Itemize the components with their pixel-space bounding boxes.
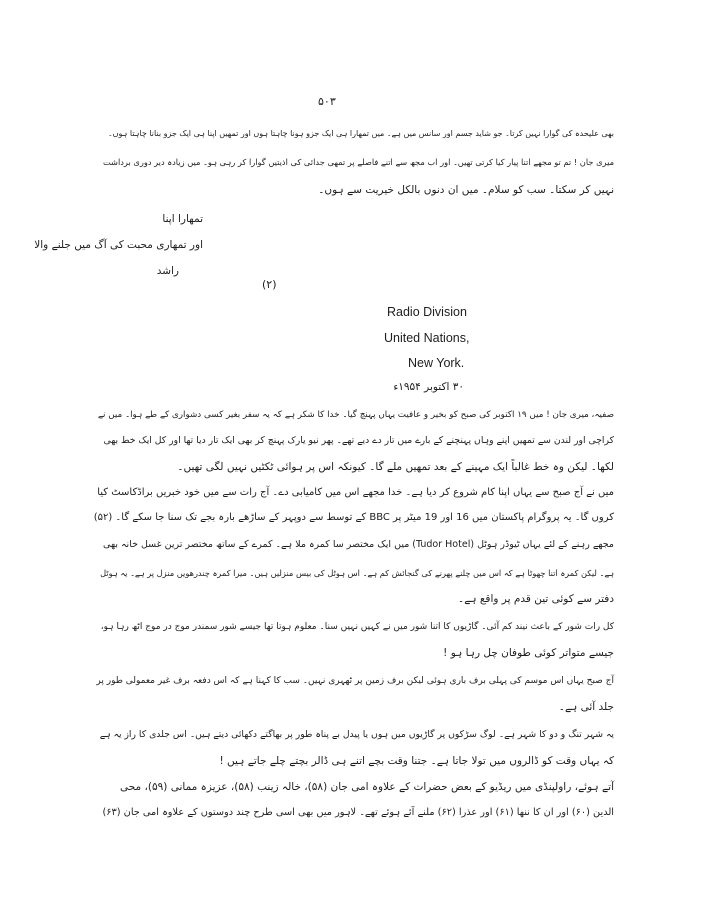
- body-line: دفتر سے کوئی تین قدم پر واقع ہے۔: [458, 593, 614, 605]
- body-line: کراچی اور لندن سے تمھیں اپنے وہاں پہنچنے کے بارے میں تار دے دیے تھے۔ پھر نیو یارک پہنچ کر بھی ایک تار دیا تھا اور کل ایک خط بھی: [103, 435, 614, 446]
- letter-date: ۳۰ اکتوبر ۱۹۵۴ء: [393, 381, 464, 393]
- intro-line: بھی علیحدہ کی گوارا نہیں کرتا۔ جو شاید جسم اور سانس میں ہے۔ میں تمھارا ہی ایک جزو ہونا چاہتا ہوں اور تمھیں اپنا ہی ایک جزو بنانا چاہتا ہوں۔: [107, 129, 614, 138]
- body-line: لکھا۔ لیکن وہ خط غالباً ایک مہینے کے بعد تمھیں ملے گا۔ کیونکہ اس پر ہوائی ٹکٹیں نہیں لگی تھیں۔: [177, 461, 614, 473]
- body-line: کروں گا۔ یہ پروگرام پاکستان میں 16 اور 19 میٹر پر BBC کے توسط سے دوپہر کے ساڑھے بارہ بجے تک سنا جا سکے گا۔ (۵۲): [93, 512, 614, 523]
- body-line: ہے۔ لیکن کمرہ اتنا چھوٹا ہے کہ اس میں چلنے پھرنے کی گنجائش کم ہے۔ اس ہوٹل کی بیس منزلیں ہیں۔ میرا کمرہ چندرھویں منزل پر ہے۔ یہ ہوٹل: [100, 568, 614, 578]
- body-line: آتے ہوئے، راولپنڈی میں ریڈیو کے بعض حضرات کے علاوہ امی جان (۵۸)، خالہ زینب (۵۸)، عزیزہ ممانی (۵۹)، محی: [120, 781, 614, 793]
- body-line: میں نے آج صبح سے یہاں اپنا کام شروع کر دیا ہے۔ خدا مجھے اس میں کامیابی دے۔ آج رات سے میں خود خبریں براڈکاسٹ کیا: [97, 487, 614, 498]
- body-line: الدین (۶۰) اور ان کا ننھا (۶۱) اور عذرا (۶۲) ملنے آئے ہوئے تھے۔ لاہور میں بھی اسی طرح چند دوستوں کے علاوہ امی جان (۶۳): [102, 807, 614, 818]
- address-line: New York.: [408, 356, 465, 370]
- body-line: مجھے رہنے کے لئے یہاں ٹیوڈر ہوٹل (Tudor Hotel) میں ایک مختصر سا کمرہ ملا ہے۔ کمرے کے ساتھ مختصر ترین غسل خانہ بھی: [103, 539, 614, 550]
- body-line: آج صبح یہاں اس موسم کی پہلی برف باری ہوئی لیکن برف زمین پر ٹھہری نہیں۔ سب کا کہنا ہے کہ اس دفعہ برف غیر معمولی طور پر: [96, 676, 614, 686]
- body-line: جلد آئی ہے۔: [558, 701, 614, 713]
- intro-line: میری جان ! تم تو مجھے اتنا پیار کیا کرتی تھیں۔ اور اب مجھ سے اتنے فاصلے پر تمھی جدائی کی اذیتیں گوارا کر رہی ہو۔ میں زیادہ دیر دوری برداشت: [102, 157, 614, 167]
- letter-number: (۲): [262, 278, 277, 291]
- address-line: United Nations,: [384, 331, 470, 345]
- body-line: کہ یہاں وقت کو ڈالروں میں تولا جاتا ہے۔ جتنا وقت بچے اتنے ہی ڈالر بچتے چلے جاتے ہیں !: [219, 755, 614, 767]
- body-line: یہ شہر تنگ و دو کا شہر ہے۔ لوگ سڑکوں پر گاڑیوں میں ہوں یا پیدل بے پناہ طور پر بھاگتے دکھائی دیتے ہیں۔ اس جلدی کا راز یہ ہے: [99, 729, 614, 740]
- closing-line: اور تمھاری محبت کی آگ میں جلنے والا: [34, 239, 203, 251]
- body-line: جیسے متواتر کوئی طوفان چل رہا ہو !: [443, 647, 614, 659]
- closing-line: تمھارا اپنا: [162, 213, 203, 225]
- signature: راشد: [156, 265, 179, 277]
- page-number: ۵۰۳: [318, 95, 336, 108]
- body-line: صفیہ، میری جان ! میں ۱۹ اکتوبر کی صبح کو بخیر و عافیت یہاں پہنچ گیا۔ خدا کا شکر ہے کہ یہ سفر بغیر کسی دشواری کے طے ہوا۔ میں نے: [97, 410, 614, 420]
- body-line: کل رات شور کے باعث نیند کم آئی۔ گاڑیوں کا اتنا شور میں نے کہیں نہیں سنا۔ معلوم ہوتا تھا جیسے شور سمندر موج در موج اٹھ رہا ہو،: [100, 622, 614, 632]
- intro-line: نہیں کر سکتا۔ سب کو سلام۔ میں ان دنوں بالکل خیریت سے ہوں۔: [318, 184, 614, 196]
- address-line: Radio Division: [387, 305, 467, 319]
